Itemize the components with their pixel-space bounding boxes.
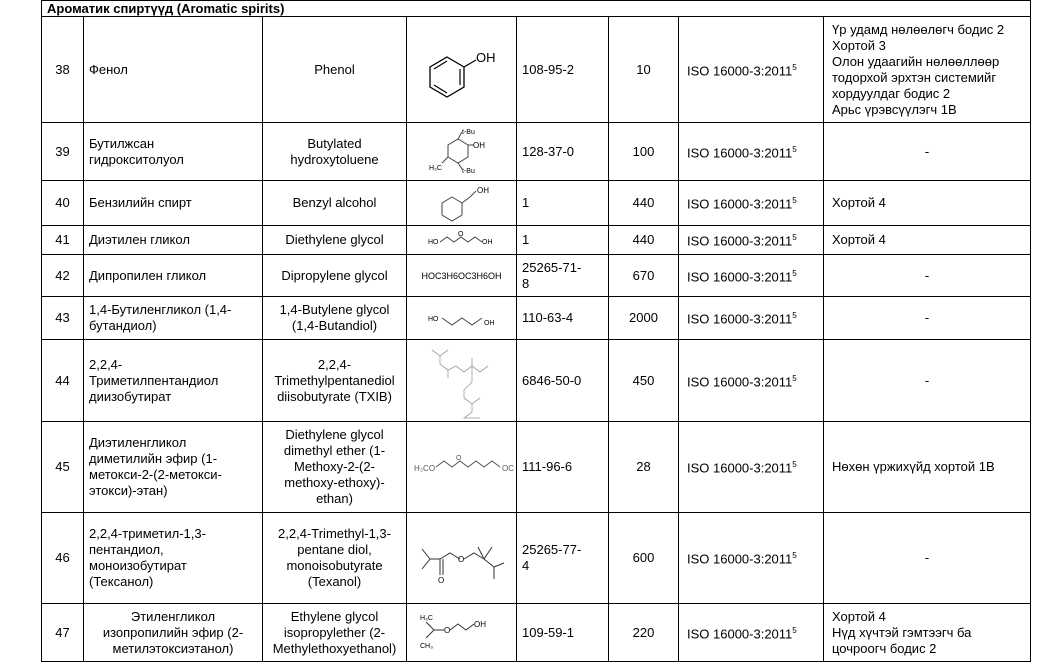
cas-line: 25265-77- bbox=[522, 542, 582, 557]
limit-value: 2000 bbox=[609, 297, 679, 340]
hazard-notes bbox=[824, 17, 1031, 123]
name-line: diisobutyrate (TXIB) bbox=[277, 388, 392, 404]
limit-value: 28 bbox=[609, 422, 679, 513]
cas-line: 4 bbox=[522, 558, 530, 573]
row-number: 44 bbox=[42, 340, 84, 422]
name-mongolian bbox=[84, 123, 263, 181]
name-line: диметилийн эфир (1- bbox=[89, 451, 218, 466]
name-english bbox=[263, 422, 407, 513]
method-footnote: 5 bbox=[792, 268, 797, 278]
cas-number: 111-96-6 bbox=[517, 422, 609, 513]
row-number: 39 bbox=[42, 123, 84, 181]
name-line: 2,2,4-триметил-1,3- bbox=[89, 526, 206, 541]
test-method bbox=[679, 604, 824, 662]
table-row bbox=[42, 123, 1031, 181]
name-line: Триметилпентандиол bbox=[89, 372, 219, 388]
hazard-notes: - bbox=[824, 297, 1031, 340]
method-footnote: 5 bbox=[792, 233, 797, 243]
limit-value: 10 bbox=[609, 17, 679, 123]
name-line: (Тексанол) bbox=[89, 574, 154, 589]
method-footnote: 5 bbox=[792, 373, 797, 383]
hazard-notes: - bbox=[824, 513, 1031, 604]
name-line: ethan) bbox=[316, 491, 353, 506]
limit-value: 670 bbox=[609, 255, 679, 297]
svg-text:OH: OH bbox=[472, 140, 485, 150]
cas-number: 109-59-1 bbox=[517, 604, 609, 662]
hazard-notes: Нөхөн үржихүйд хортой 1В bbox=[824, 422, 1031, 513]
hazard-notes: - bbox=[824, 123, 1031, 181]
bht-structure-icon bbox=[407, 123, 517, 181]
table-row bbox=[42, 422, 1031, 513]
method-footnote: 5 bbox=[792, 62, 797, 72]
name-line: Trimethylpentanediol bbox=[274, 372, 395, 388]
name-mongolian bbox=[84, 604, 263, 662]
name-line: 2,2,4- bbox=[89, 356, 123, 372]
table-row bbox=[42, 513, 1031, 604]
name-line: бутандиол) bbox=[89, 318, 157, 333]
name-line: 1,4-Бутиленгликол (1,4- bbox=[89, 302, 232, 317]
name-line: метокси-2-(2-метокси- bbox=[89, 467, 222, 482]
cas-number: 110-63-4 bbox=[517, 297, 609, 340]
note-line: Арьс үрэвсүүлэгч 1В bbox=[832, 101, 957, 117]
note-line: тодорхой эрхтэн системийг bbox=[832, 69, 997, 85]
method-footnote: 5 bbox=[792, 625, 797, 635]
name-line: pentane diol, bbox=[297, 542, 372, 557]
method-text: ISO 16000-3:2011 bbox=[687, 196, 793, 212]
svg-text:t-Bu: t-Bu bbox=[461, 128, 475, 136]
name-line: Butylated bbox=[307, 135, 362, 151]
name-mongolian: Фенол bbox=[84, 17, 263, 123]
section-title: Ароматик спиртүүд (Aromatic spirits) bbox=[42, 1, 1031, 17]
svg-text:H₃C: H₃C bbox=[419, 614, 433, 622]
name-mongolian bbox=[84, 340, 263, 422]
method-text: ISO 16000-3:2011 bbox=[687, 626, 793, 642]
method-text: ISO 16000-3:2011 bbox=[687, 374, 793, 390]
row-number: 41 bbox=[42, 226, 84, 255]
cas-number: 108-95-2 bbox=[517, 17, 609, 123]
note-line: хордуулдаг бодис 2 bbox=[832, 85, 951, 101]
texanol-structure-icon bbox=[407, 513, 517, 604]
svg-text:H₃CO: H₃CO bbox=[413, 464, 435, 473]
benzyl-alcohol-structure-icon bbox=[407, 181, 517, 226]
row-number: 43 bbox=[42, 297, 84, 340]
hazard-notes bbox=[824, 604, 1031, 662]
method-footnote: 5 bbox=[792, 144, 797, 154]
cas-number bbox=[517, 513, 609, 604]
aromatic-spirits-table bbox=[41, 0, 1031, 662]
diethylene-glycol-structure-icon bbox=[407, 226, 517, 255]
name-line: Этиленгликол bbox=[130, 608, 216, 624]
test-method bbox=[679, 255, 824, 297]
name-mongolian: Диэтилен гликол bbox=[84, 226, 263, 255]
method-footnote: 5 bbox=[792, 551, 797, 561]
limit-value: 440 bbox=[609, 181, 679, 226]
structure-formula: HOC3H6OC3H6OH bbox=[421, 271, 502, 281]
row-number: 42 bbox=[42, 255, 84, 297]
limit-value: 450 bbox=[609, 340, 679, 422]
svg-text:t-Bu: t-Bu bbox=[461, 167, 475, 175]
limit-value: 440 bbox=[609, 226, 679, 255]
name-line: гидрокситолуол bbox=[89, 151, 184, 167]
name-line: Methoxy-2-(2- bbox=[294, 459, 375, 474]
name-mongolian bbox=[84, 422, 263, 513]
svg-text:O: O bbox=[443, 625, 450, 635]
svg-text:OH: OH bbox=[481, 239, 492, 246]
cas-number: 1 bbox=[517, 226, 609, 255]
name-line: Диэтиленгликол bbox=[89, 435, 187, 450]
name-line: 1,4-Butylene glycol bbox=[279, 302, 390, 317]
name-line: isopropylether (2- bbox=[283, 624, 386, 640]
name-english bbox=[263, 340, 407, 422]
limit-value: 220 bbox=[609, 604, 679, 662]
note-line: цочроогч бодис 2 bbox=[832, 640, 937, 656]
row-number: 45 bbox=[42, 422, 84, 513]
svg-text:OH: OH bbox=[475, 49, 495, 65]
svg-text:OH: OH bbox=[483, 320, 494, 327]
cas-number: 1 bbox=[517, 181, 609, 226]
svg-text:OH: OH bbox=[473, 619, 486, 629]
phenol-structure-icon bbox=[407, 17, 517, 123]
row-number: 47 bbox=[42, 604, 84, 662]
name-english: Dipropylene glycol bbox=[263, 255, 407, 297]
test-method bbox=[679, 513, 824, 604]
name-line: (1,4-Butandiol) bbox=[291, 318, 378, 333]
name-line: Ethylene glycol bbox=[290, 608, 379, 624]
svg-text:HO: HO bbox=[427, 239, 438, 246]
test-method bbox=[679, 17, 824, 123]
table-row bbox=[42, 255, 1031, 297]
name-line: methoxy-ethoxy)- bbox=[284, 475, 385, 490]
cas-line: 8 bbox=[522, 275, 530, 291]
method-text: ISO 16000-3:2011 bbox=[687, 311, 793, 327]
svg-text:CH₃: CH₃ bbox=[419, 642, 433, 650]
method-footnote: 5 bbox=[792, 196, 797, 206]
table-row bbox=[42, 297, 1031, 340]
dipropylene-glycol-formula-icon bbox=[407, 255, 517, 297]
name-line: Methylethoxyethanol) bbox=[272, 640, 397, 656]
hazard-notes: - bbox=[824, 255, 1031, 297]
section-header-row bbox=[42, 1, 1031, 17]
svg-text:H₃C: H₃C bbox=[428, 164, 442, 172]
test-method bbox=[679, 340, 824, 422]
name-line: изопропилийн эфир (2- bbox=[102, 624, 244, 640]
svg-text:O: O bbox=[437, 576, 444, 585]
hazard-notes: Хортой 4 bbox=[824, 181, 1031, 226]
txib-structure-icon bbox=[407, 340, 517, 422]
method-text: ISO 16000-3:2011 bbox=[687, 551, 793, 567]
cas-number: 6846-50-0 bbox=[517, 340, 609, 422]
name-line: (Texanol) bbox=[307, 574, 362, 589]
row-number: 40 bbox=[42, 181, 84, 226]
svg-text:OH: OH bbox=[476, 186, 489, 195]
method-footnote: 5 bbox=[792, 311, 797, 321]
name-english: Phenol bbox=[263, 17, 407, 123]
note-line: Олон удаагийн нөлөөллөөр bbox=[832, 53, 1000, 69]
diglyme-structure-icon bbox=[407, 422, 517, 513]
svg-text:OC: OC bbox=[501, 464, 514, 473]
note-line: Хортой 4 bbox=[832, 608, 886, 624]
name-line: моноизобутират bbox=[89, 558, 187, 573]
cas-number bbox=[517, 255, 609, 297]
name-english: Diethylene glycol bbox=[263, 226, 407, 255]
name-line: этокси)-этан) bbox=[89, 483, 168, 498]
hazard-notes: Хортой 4 bbox=[824, 226, 1031, 255]
row-number: 38 bbox=[42, 17, 84, 123]
svg-text:O: O bbox=[457, 555, 464, 564]
method-text: ISO 16000-3:2011 bbox=[687, 269, 793, 285]
name-mongolian bbox=[84, 513, 263, 604]
method-text: ISO 16000-3:2011 bbox=[687, 460, 793, 476]
name-line: 2,2,4- bbox=[317, 356, 352, 372]
butanediol-structure-icon bbox=[407, 297, 517, 340]
test-method bbox=[679, 297, 824, 340]
name-english bbox=[263, 604, 407, 662]
test-method bbox=[679, 181, 824, 226]
name-english bbox=[263, 513, 407, 604]
name-line: Diethylene glycol bbox=[285, 427, 384, 442]
test-method bbox=[679, 422, 824, 513]
name-mongolian: Бензилийн спирт bbox=[84, 181, 263, 226]
method-text: ISO 16000-3:2011 bbox=[687, 233, 793, 249]
name-line: метилэтоксиэтанол) bbox=[112, 640, 234, 656]
note-line: Үр удамд нөлөөлөгч бодис 2 bbox=[832, 21, 1005, 37]
test-method bbox=[679, 123, 824, 181]
limit-value: 100 bbox=[609, 123, 679, 181]
table-row bbox=[42, 17, 1031, 123]
name-line: hydroxytoluene bbox=[290, 151, 379, 167]
svg-text:HO: HO bbox=[427, 316, 438, 323]
svg-text:O: O bbox=[457, 231, 463, 238]
name-mongolian: Дипропилен гликол bbox=[84, 255, 263, 297]
cas-line: 25265-71- bbox=[522, 259, 582, 275]
limit-value: 600 bbox=[609, 513, 679, 604]
name-english bbox=[263, 297, 407, 340]
test-method bbox=[679, 226, 824, 255]
note-line: Нүд хүчтэй гэмтээгч ба bbox=[832, 624, 972, 640]
name-english: Benzyl alcohol bbox=[263, 181, 407, 226]
hazard-notes: - bbox=[824, 340, 1031, 422]
table-row bbox=[42, 340, 1031, 422]
isopropoxyethanol-structure-icon bbox=[407, 604, 517, 662]
cas-number: 128-37-0 bbox=[517, 123, 609, 181]
name-mongolian bbox=[84, 297, 263, 340]
method-text: ISO 16000-3:2011 bbox=[687, 145, 793, 161]
note-line: Хортой 3 bbox=[832, 37, 886, 53]
svg-text:O: O bbox=[455, 455, 461, 462]
table-row bbox=[42, 604, 1031, 662]
method-footnote: 5 bbox=[792, 460, 797, 470]
name-line: диизобутират bbox=[89, 388, 172, 404]
table-row bbox=[42, 181, 1031, 226]
method-text: ISO 16000-3:2011 bbox=[687, 63, 793, 79]
name-line: 2,2,4-Trimethyl-1,3- bbox=[278, 526, 391, 541]
row-number: 46 bbox=[42, 513, 84, 604]
name-line: dimethyl ether (1- bbox=[283, 443, 386, 458]
name-english bbox=[263, 123, 407, 181]
name-line: monoisobutyrate bbox=[286, 558, 383, 573]
table-row bbox=[42, 226, 1031, 255]
name-line: Бутилжсан bbox=[89, 135, 155, 151]
name-line: пентандиол, bbox=[89, 542, 164, 557]
